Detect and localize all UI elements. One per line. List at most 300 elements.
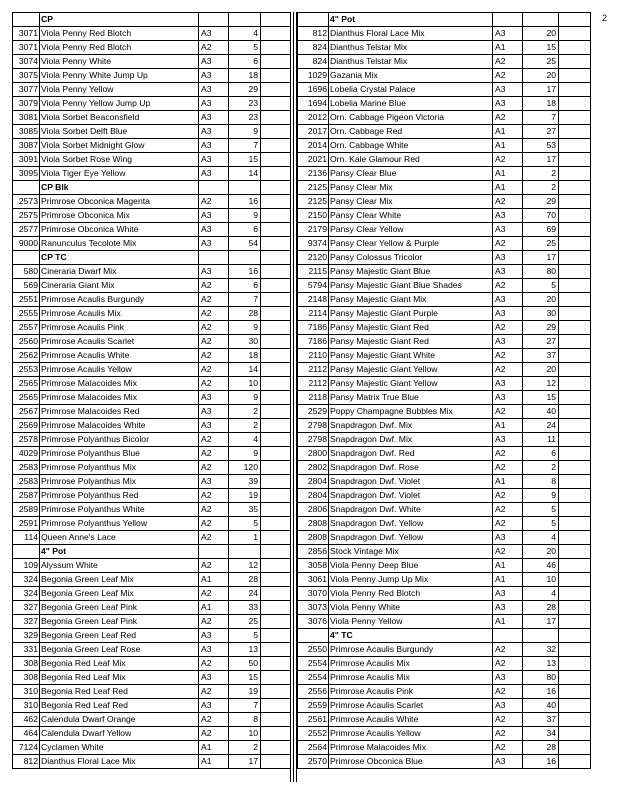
item-quantity: 5 (523, 503, 559, 517)
item-grade: A3 (493, 335, 523, 349)
item-name: Calendula Dwarf Orange (40, 713, 199, 727)
item-name: Cineraria Giant Mix (40, 279, 199, 293)
item-grade: A1 (493, 167, 523, 181)
item-quantity: 30 (523, 307, 559, 321)
item-grade: A2 (199, 307, 229, 321)
item-name: Snapdragon Dwf. Violet (329, 489, 493, 503)
item-grade: A3 (199, 475, 229, 489)
item-grade: A2 (199, 447, 229, 461)
item-grade (493, 629, 523, 643)
blank-cell (261, 237, 291, 251)
blank-cell (559, 615, 591, 629)
item-name: Dianthus Telstar Mix (329, 55, 493, 69)
item-code: 824 (298, 55, 329, 69)
item-grade: A2 (493, 447, 523, 461)
table-row (13, 335, 291, 349)
item-name: Orn. Cabbage White (329, 139, 493, 153)
item-grade: A1 (199, 755, 229, 769)
item-quantity: 29 (523, 321, 559, 335)
item-name: Primrose Malacoides Mix (40, 377, 199, 391)
item-code: 2529 (298, 405, 329, 419)
item-name: Begonia Green Leaf Rose (40, 643, 199, 657)
item-quantity: 34 (523, 727, 559, 741)
item-quantity: 20 (523, 363, 559, 377)
item-grade: A3 (493, 601, 523, 615)
item-name: Orn. Cabbage Pigeon Victoria (329, 111, 493, 125)
item-code: 824 (298, 41, 329, 55)
item-name: Primrose Obconica Blue (329, 755, 493, 769)
blank-cell (559, 447, 591, 461)
item-quantity: 5 (229, 41, 261, 55)
item-quantity: 4 (229, 433, 261, 447)
blank-cell (261, 223, 291, 237)
item-quantity: 27 (523, 125, 559, 139)
item-name: Dianthus Telstar Mix (329, 41, 493, 55)
blank-cell (559, 461, 591, 475)
item-name: Pansy Majestic Giant Purple (329, 307, 493, 321)
blank-cell (559, 307, 591, 321)
blank-cell (261, 363, 291, 377)
table-row (298, 139, 591, 153)
item-code: 812 (298, 27, 329, 41)
item-name: Begonia Green Leaf Pink (40, 601, 199, 615)
blank-cell (261, 517, 291, 531)
table-row (13, 265, 291, 279)
item-name: Cyclamen White (40, 741, 199, 755)
item-code: 3071 (13, 27, 40, 41)
item-grade: A2 (199, 517, 229, 531)
item-code: 2856 (298, 545, 329, 559)
item-name: Primrose Obconica White (40, 223, 199, 237)
item-name: CP TC (40, 251, 199, 265)
item-quantity: 12 (523, 377, 559, 391)
item-grade: A2 (493, 657, 523, 671)
item-name: Viola Penny Yellow Jump Up (40, 97, 199, 111)
item-code (13, 181, 40, 195)
blank-cell (261, 349, 291, 363)
item-grade: A2 (493, 237, 523, 251)
blank-cell (261, 615, 291, 629)
blank-cell (559, 643, 591, 657)
item-code: 2559 (298, 699, 329, 713)
item-code: 2021 (298, 153, 329, 167)
item-code: 2110 (298, 349, 329, 363)
item-name: Viola Sorbet Rose Wing (40, 153, 199, 167)
item-grade: A3 (199, 55, 229, 69)
table-row (298, 685, 591, 699)
item-quantity: 23 (229, 97, 261, 111)
table-row (13, 69, 291, 83)
item-code: 3074 (13, 55, 40, 69)
item-code: 3061 (298, 573, 329, 587)
table-row (298, 391, 591, 405)
item-grade: A3 (493, 97, 523, 111)
item-code: 2808 (298, 531, 329, 545)
item-quantity: 7 (523, 111, 559, 125)
item-name: Primrose Polyanthus White (40, 503, 199, 517)
table-row (298, 223, 591, 237)
item-code: 2591 (13, 517, 40, 531)
item-grade: A2 (199, 685, 229, 699)
item-code: 2114 (298, 307, 329, 321)
item-grade: A3 (199, 265, 229, 279)
section-header-row (13, 545, 291, 559)
item-grade: A2 (199, 531, 229, 545)
item-code: 2115 (298, 265, 329, 279)
item-name: Pansy Majestic Giant Blue (329, 265, 493, 279)
table-row (298, 363, 591, 377)
table-row (298, 545, 591, 559)
table-row (298, 195, 591, 209)
item-code: 2589 (13, 503, 40, 517)
item-name: Primrose Polyanthus Red (40, 489, 199, 503)
item-code (13, 251, 40, 265)
item-grade (199, 13, 229, 27)
item-name: Primrose Polyanthus Bicolor (40, 433, 199, 447)
item-grade: A2 (199, 335, 229, 349)
item-grade: A3 (199, 209, 229, 223)
item-code: 3095 (13, 167, 40, 181)
table-row (13, 531, 291, 545)
table-row (13, 517, 291, 531)
item-name: Pansy Clear Mix (329, 195, 493, 209)
item-code: 2578 (13, 433, 40, 447)
item-grade: A2 (199, 293, 229, 307)
item-quantity: 69 (523, 223, 559, 237)
blank-cell (261, 335, 291, 349)
item-code: 569 (13, 279, 40, 293)
item-grade: A3 (199, 97, 229, 111)
item-code: 2552 (298, 727, 329, 741)
item-quantity: 14 (229, 363, 261, 377)
item-name: Snapdragon Dwf. Violet (329, 475, 493, 489)
blank-cell (261, 181, 291, 195)
item-quantity: 15 (523, 391, 559, 405)
item-quantity (229, 181, 261, 195)
item-quantity: 120 (229, 461, 261, 475)
item-name: Pansy Majestic Giant Red (329, 321, 493, 335)
table-row (298, 405, 591, 419)
item-name: Poppy Champagne Bubbles Mix (329, 405, 493, 419)
item-grade: A2 (199, 377, 229, 391)
item-name: Pansy Clear Yellow (329, 223, 493, 237)
item-quantity: 25 (523, 55, 559, 69)
item-quantity: 4 (523, 531, 559, 545)
item-name: Lobelia Marine Blue (329, 97, 493, 111)
item-quantity: 20 (523, 27, 559, 41)
table-row (13, 713, 291, 727)
item-code: 812 (13, 755, 40, 769)
item-name: Snapdragon Dwf. Mix (329, 433, 493, 447)
item-code: 1029 (298, 69, 329, 83)
item-name: Primrose Acaulis White (329, 713, 493, 727)
blank-cell (559, 559, 591, 573)
table-row (298, 111, 591, 125)
item-quantity: 40 (523, 699, 559, 713)
item-name: Begonia Red Leaf Red (40, 685, 199, 699)
table-row (298, 727, 591, 741)
item-code: 327 (13, 601, 40, 615)
item-grade: A1 (199, 741, 229, 755)
item-name: Primrose Acaulis Pink (40, 321, 199, 335)
table-row (298, 69, 591, 83)
item-name: Snapdragon Dwf. Rose (329, 461, 493, 475)
table-row (298, 209, 591, 223)
table-row (298, 377, 591, 391)
item-code: 1694 (298, 97, 329, 111)
item-grade: A2 (493, 279, 523, 293)
blank-cell (559, 587, 591, 601)
item-name: Begonia Green Leaf Pink (40, 615, 199, 629)
item-code: 3058 (298, 559, 329, 573)
item-quantity: 19 (229, 489, 261, 503)
item-code: 2125 (298, 181, 329, 195)
item-name: Pansy Majestic Giant Yellow (329, 363, 493, 377)
item-name: Primrose Acaulis Mix (40, 307, 199, 321)
item-name: Viola Penny Jump Up Mix (329, 573, 493, 587)
item-grade: A3 (493, 391, 523, 405)
item-name: Pansy Majestic Giant White (329, 349, 493, 363)
item-name: Primrose Malacoides White (40, 419, 199, 433)
table-row (298, 97, 591, 111)
item-name: Primrose Malacoides Mix (40, 391, 199, 405)
table-row (13, 461, 291, 475)
blank-cell (559, 97, 591, 111)
table-row (13, 139, 291, 153)
blank-cell (261, 321, 291, 335)
table-row (13, 643, 291, 657)
table-row (298, 55, 591, 69)
blank-cell (261, 531, 291, 545)
item-grade: A3 (493, 307, 523, 321)
blank-cell (261, 573, 291, 587)
item-quantity: 46 (523, 559, 559, 573)
blank-cell (559, 209, 591, 223)
blank-cell (559, 573, 591, 587)
item-code: 2554 (298, 671, 329, 685)
item-quantity: 24 (523, 419, 559, 433)
table-row (13, 405, 291, 419)
table-row (298, 573, 591, 587)
item-code: 2577 (13, 223, 40, 237)
item-code: 2150 (298, 209, 329, 223)
item-name: Stock Vintage Mix (329, 545, 493, 559)
item-quantity: 25 (523, 237, 559, 251)
item-name: Lobelia Crystal Palace (329, 83, 493, 97)
item-code: 5794 (298, 279, 329, 293)
item-quantity: 16 (229, 195, 261, 209)
item-quantity (229, 545, 261, 559)
item-code: 331 (13, 643, 40, 657)
table-row (298, 237, 591, 251)
item-grade: A2 (493, 727, 523, 741)
item-name: Snapdragon Dwf. Mix (329, 419, 493, 433)
item-grade: A3 (493, 755, 523, 769)
item-code: 2555 (13, 307, 40, 321)
table-row (298, 265, 591, 279)
item-name: 4" Pot (40, 545, 199, 559)
item-name: Primrose Polyanthus Mix (40, 475, 199, 489)
blank-cell (261, 125, 291, 139)
item-grade: A3 (199, 153, 229, 167)
blank-cell (559, 727, 591, 741)
table-row (13, 741, 291, 755)
item-code: 2564 (298, 741, 329, 755)
item-quantity: 17 (523, 83, 559, 97)
item-grade: A2 (493, 713, 523, 727)
item-quantity: 19 (229, 685, 261, 699)
item-grade: A1 (493, 41, 523, 55)
item-name: Viola Penny White (329, 601, 493, 615)
item-code: 308 (13, 671, 40, 685)
item-name: Pansy Clear White (329, 209, 493, 223)
blank-cell (559, 531, 591, 545)
item-grade: A3 (199, 671, 229, 685)
item-quantity: 35 (229, 503, 261, 517)
blank-cell (559, 671, 591, 685)
item-name: Begonia Green Leaf Mix (40, 573, 199, 587)
table-row (298, 517, 591, 531)
item-quantity: 20 (523, 69, 559, 83)
item-name: Primrose Polyanthus Mix (40, 461, 199, 475)
table-row (13, 671, 291, 685)
item-name: Pansy Majestic Giant Red (329, 335, 493, 349)
item-grade: A2 (199, 489, 229, 503)
blank-cell (559, 405, 591, 419)
item-grade: A2 (199, 41, 229, 55)
item-quantity: 9 (229, 321, 261, 335)
blank-cell (261, 209, 291, 223)
blank-cell (559, 699, 591, 713)
item-quantity: 17 (523, 615, 559, 629)
item-grade: A3 (199, 83, 229, 97)
item-quantity: 18 (229, 349, 261, 363)
item-quantity: 6 (229, 279, 261, 293)
item-quantity: 7 (229, 139, 261, 153)
item-name: Snapdragon Dwf. White (329, 503, 493, 517)
blank-cell (261, 489, 291, 503)
item-code: 310 (13, 685, 40, 699)
item-grade (493, 13, 523, 27)
table-row (298, 475, 591, 489)
item-quantity: 30 (229, 335, 261, 349)
table-row (13, 321, 291, 335)
item-code: 7124 (13, 741, 40, 755)
blank-cell (261, 41, 291, 55)
blank-cell (559, 601, 591, 615)
item-quantity: 9 (229, 125, 261, 139)
item-grade: A3 (199, 419, 229, 433)
item-quantity: 8 (229, 713, 261, 727)
table-row (13, 629, 291, 643)
item-quantity (523, 629, 559, 643)
item-code: 3076 (298, 615, 329, 629)
item-code: 2804 (298, 475, 329, 489)
blank-cell (559, 545, 591, 559)
item-code: 2550 (298, 643, 329, 657)
blank-cell (559, 55, 591, 69)
table-row (13, 209, 291, 223)
item-quantity: 9 (523, 489, 559, 503)
item-code: 2125 (298, 195, 329, 209)
item-grade: A1 (493, 559, 523, 573)
table-row (13, 83, 291, 97)
item-name: Primrose Acaulis Mix (329, 657, 493, 671)
item-code: 3079 (13, 97, 40, 111)
item-grade: A3 (493, 587, 523, 601)
item-code: 580 (13, 265, 40, 279)
blank-cell (559, 377, 591, 391)
item-name: Pansy Matrix True Blue (329, 391, 493, 405)
table-row (298, 433, 591, 447)
page-number: 2 (602, 13, 608, 23)
item-quantity: 16 (229, 265, 261, 279)
item-code: 2569 (13, 419, 40, 433)
item-code: 324 (13, 573, 40, 587)
item-name: Snapdragon Dwf. Yellow (329, 517, 493, 531)
item-quantity: 4 (229, 27, 261, 41)
item-code: 2017 (298, 125, 329, 139)
item-quantity: 7 (229, 699, 261, 713)
item-grade: A2 (493, 195, 523, 209)
blank-cell (261, 643, 291, 657)
item-grade: A2 (493, 461, 523, 475)
item-quantity: 10 (229, 727, 261, 741)
table-row (298, 27, 591, 41)
item-code: 2583 (13, 461, 40, 475)
item-code: 2556 (298, 685, 329, 699)
item-code: 2112 (298, 377, 329, 391)
item-quantity: 8 (523, 475, 559, 489)
blank-cell (261, 503, 291, 517)
column-separator (290, 12, 297, 782)
item-name: Orn. Cabbage Red (329, 125, 493, 139)
item-grade: A2 (199, 727, 229, 741)
item-code: 2179 (298, 223, 329, 237)
item-code: 7186 (298, 321, 329, 335)
item-name: Primrose Acaulis Yellow (40, 363, 199, 377)
item-code: 327 (13, 615, 40, 629)
table-row (13, 503, 291, 517)
blank-cell (559, 251, 591, 265)
item-name: Viola Penny White Jump Up (40, 69, 199, 83)
item-code: 324 (13, 587, 40, 601)
table-row (298, 167, 591, 181)
item-quantity: 15 (523, 41, 559, 55)
item-grade: A2 (199, 195, 229, 209)
blank-cell (559, 265, 591, 279)
blank-cell (261, 727, 291, 741)
item-quantity: 20 (523, 545, 559, 559)
item-quantity: 23 (229, 111, 261, 125)
item-grade: A2 (199, 279, 229, 293)
item-quantity: 9 (229, 447, 261, 461)
item-quantity: 2 (523, 167, 559, 181)
blank-cell (261, 83, 291, 97)
blank-cell (559, 489, 591, 503)
item-grade: A3 (493, 83, 523, 97)
item-code: 2800 (298, 447, 329, 461)
table-row (13, 727, 291, 741)
section-header-row (13, 13, 291, 27)
item-grade: A3 (199, 643, 229, 657)
item-name: 4" TC (329, 629, 493, 643)
inventory-table-right (297, 12, 591, 769)
item-name: CP Blk (40, 181, 199, 195)
item-name: Queen Anne's Lace (40, 531, 199, 545)
item-grade: A2 (493, 685, 523, 699)
blank-cell (559, 41, 591, 55)
